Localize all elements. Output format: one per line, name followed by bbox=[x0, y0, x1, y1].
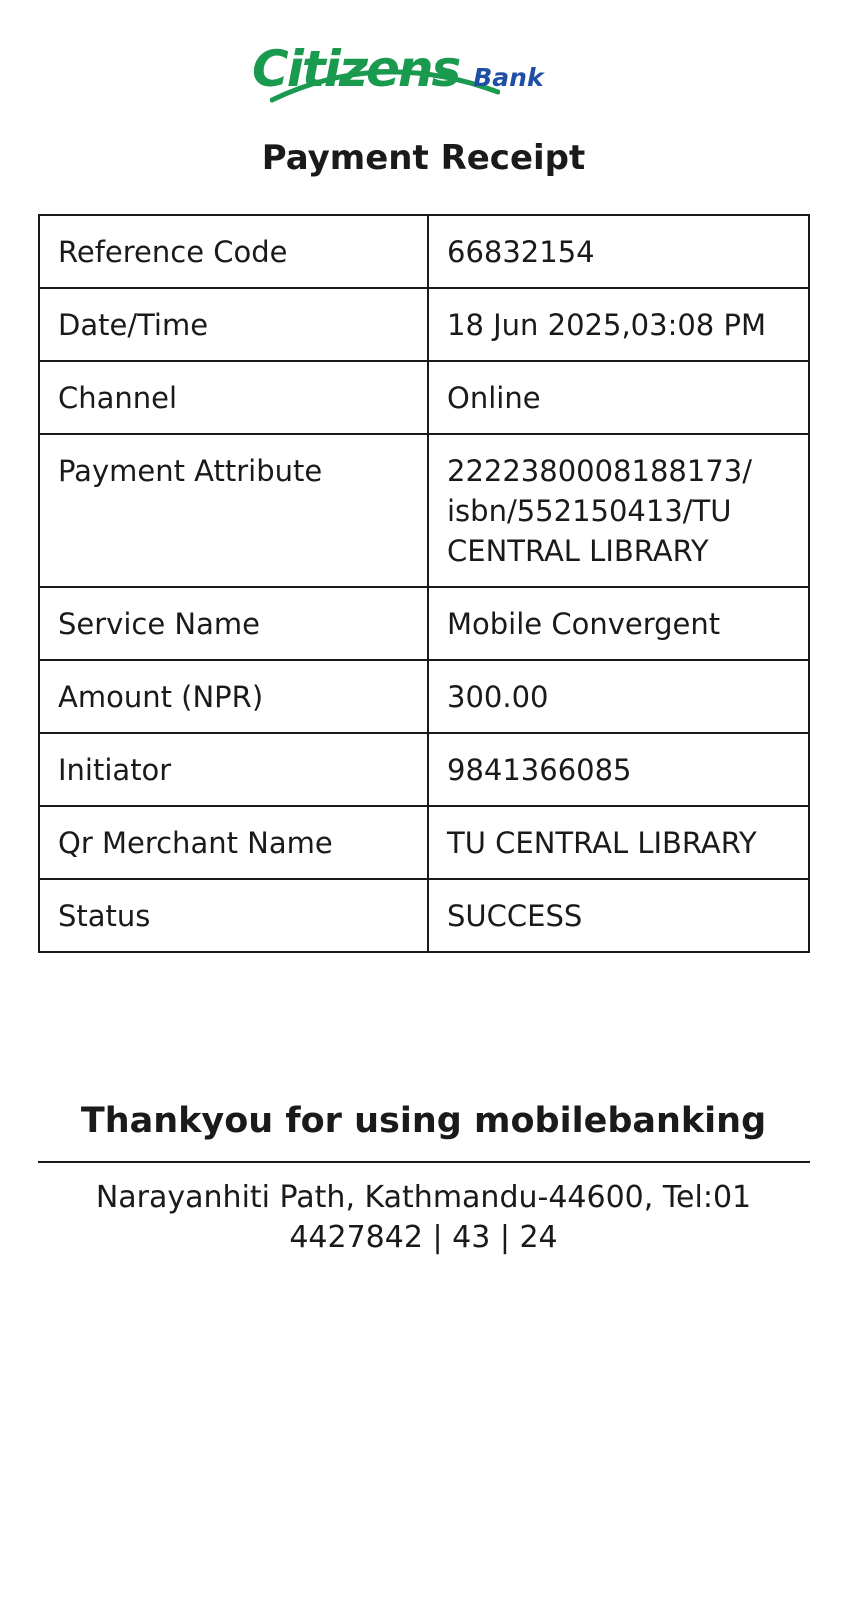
row-value: 300.00 bbox=[428, 660, 809, 733]
row-label: Reference Code bbox=[39, 215, 428, 288]
row-label: Status bbox=[39, 879, 428, 952]
table-row bbox=[39, 733, 809, 806]
row-value: 9841366085 bbox=[428, 733, 809, 806]
row-value: 66832154 bbox=[428, 215, 809, 288]
table-row bbox=[39, 660, 809, 733]
table-row bbox=[39, 879, 809, 952]
row-value: Online bbox=[428, 361, 809, 434]
footer-divider bbox=[38, 1161, 810, 1163]
logo-name: Citizens bbox=[252, 40, 460, 98]
row-label: Date/Time bbox=[39, 288, 428, 361]
table-row bbox=[39, 434, 809, 587]
table-row bbox=[39, 587, 809, 660]
row-label: Amount (NPR) bbox=[39, 660, 428, 733]
row-value: Mobile Convergent bbox=[428, 587, 809, 660]
row-value: 2222380008188173/ isbn/552150413/TU CENTRAL LIBRARY bbox=[428, 434, 809, 587]
table-row bbox=[39, 806, 809, 879]
table-row bbox=[39, 288, 809, 361]
table-row bbox=[39, 215, 809, 288]
status-value: SUCCESS bbox=[428, 879, 809, 952]
thank-you-message: Thankyou for using mobilebanking bbox=[80, 1101, 767, 1141]
row-label: Qr Merchant Name bbox=[39, 806, 428, 879]
row-label: Service Name bbox=[39, 587, 428, 660]
row-label: Channel bbox=[39, 361, 428, 434]
receipt-table bbox=[38, 214, 810, 953]
page-title: Payment Receipt bbox=[261, 138, 586, 178]
bank-address: Narayanhiti Path, Kathmandu-44600, Tel:01 4427842 | 43 | 24 bbox=[95, 1180, 752, 1255]
row-label: Initiator bbox=[39, 733, 428, 806]
row-label: Payment Attribute bbox=[39, 434, 428, 587]
table-row bbox=[39, 361, 809, 434]
logo-suffix: Bank bbox=[473, 63, 544, 92]
row-value: 18 Jun 2025,03:08 PM bbox=[428, 288, 809, 361]
logo-wordmark bbox=[252, 40, 544, 98]
row-value: TU CENTRAL LIBRARY bbox=[428, 806, 809, 879]
